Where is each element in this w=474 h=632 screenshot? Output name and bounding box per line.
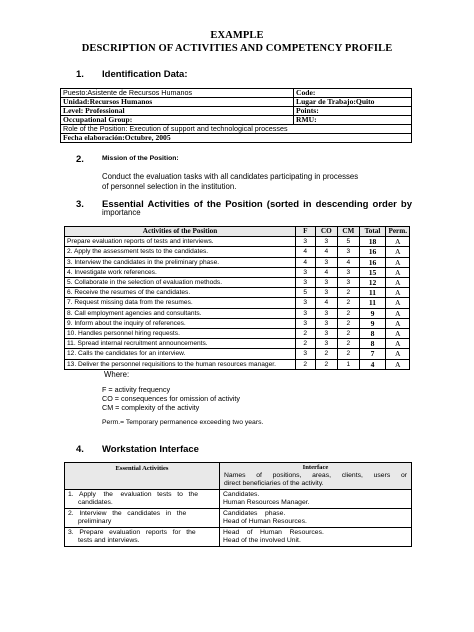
- activity-cell-total: 11: [359, 288, 386, 298]
- activity-cell-total: 18: [359, 237, 386, 247]
- activity-cell-perm: A: [386, 257, 410, 267]
- activity-cell-co: 3: [315, 257, 338, 267]
- activity-row: [65, 278, 410, 288]
- activity-cell-cm: 2: [338, 298, 359, 308]
- activity-cell-cm: 3: [338, 278, 359, 288]
- section-3-number: 3.: [76, 199, 84, 210]
- id-cell-position: Puesto:Asistente de Recursos Humanos: [61, 89, 294, 98]
- id-row: [61, 134, 412, 143]
- activity-cell-activity: 3. Interview the candidates in the preliminary phase.: [65, 257, 296, 267]
- activity-cell-f: 4: [296, 257, 315, 267]
- activity-cell-perm: A: [386, 329, 410, 339]
- ws-row: [65, 509, 412, 528]
- ws-interface-line: Candidates phase.: [223, 510, 286, 517]
- header-activity: Activities of the Position: [65, 227, 296, 237]
- activity-row: [65, 359, 410, 369]
- activity-cell-perm: A: [386, 267, 410, 277]
- activity-cell-co: 3: [315, 339, 338, 349]
- activity-cell-activity: 11. Spread internal recruitment announcements.: [65, 339, 296, 349]
- activity-cell-co: 3: [315, 308, 338, 318]
- activity-cell-activity: 8. Call employment agencies and consultants.: [65, 308, 296, 318]
- activity-cell-cm: 2: [338, 288, 359, 298]
- id-cell-occupational-group: Occupational Group:: [61, 116, 294, 125]
- activity-row: [65, 247, 410, 257]
- ws-interface-line: Head of Human Resources.: [223, 529, 324, 536]
- header-cm: CM: [338, 227, 359, 237]
- ws-activity-cell: [65, 490, 220, 509]
- header-total: Total: [359, 227, 386, 237]
- workstation-header-row: [65, 463, 412, 490]
- activity-cell-f: 3: [296, 278, 315, 288]
- activity-cell-activity: Prepare evaluation reports of tests and interviews.: [65, 237, 296, 247]
- ws-interface-line: Human Resources Manager.: [223, 499, 310, 506]
- section-1-number: 1.: [76, 69, 84, 80]
- activity-row: [65, 329, 410, 339]
- section-4-title: Workstation Interface: [102, 444, 199, 455]
- activity-cell-f: 3: [296, 298, 315, 308]
- id-cell-unit: Unidad:Recursos Humanos: [61, 98, 294, 107]
- activity-cell-activity: 7. Request missing data from the resumes.: [65, 298, 296, 308]
- activity-cell-perm: A: [386, 247, 410, 257]
- ws-header-interface-sub2: direct beneficiaries of the activity.: [224, 480, 324, 487]
- ws-header-interface: [220, 463, 412, 490]
- activity-cell-f: 3: [296, 267, 315, 277]
- activity-row: [65, 267, 410, 277]
- activity-cell-co: 3: [315, 278, 338, 288]
- activity-cell-perm: A: [386, 298, 410, 308]
- ws-interface-cell: [220, 490, 412, 509]
- activity-cell-cm: 2: [338, 349, 359, 359]
- id-cell-fecha: Fecha elaboración:Octubre, 2005: [61, 134, 412, 143]
- activity-row: [65, 288, 410, 298]
- id-cell-rmu: RMU:: [294, 116, 412, 125]
- activity-cell-co: 4: [315, 298, 338, 308]
- activity-cell-total: 15: [359, 267, 386, 277]
- ws-header-interface-title: Interface: [302, 464, 329, 471]
- activity-cell-co: 4: [315, 247, 338, 257]
- activity-cell-total: 9: [359, 308, 386, 318]
- activity-cell-co: 3: [315, 318, 338, 328]
- activity-cell-total: 4: [359, 359, 386, 369]
- activity-cell-total: 16: [359, 257, 386, 267]
- section-3-title: Essential Activities of the Position (sorted in descending order by: [102, 199, 412, 210]
- activity-cell-cm: 2: [338, 329, 359, 339]
- activity-cell-cm: 2: [338, 339, 359, 349]
- activity-row: [65, 349, 410, 359]
- ws-activity-line: 1. Apply the evaluation tests to the: [68, 491, 198, 498]
- ws-activity-cell: [65, 528, 220, 547]
- activity-cell-total: 8: [359, 329, 386, 339]
- activity-cell-perm: A: [386, 237, 410, 247]
- doc-title: EXAMPLE: [210, 30, 264, 41]
- activity-cell-perm: A: [386, 339, 410, 349]
- doc-subtitle: DESCRIPTION OF ACTIVITIES AND COMPETENCY PROFILE: [81, 43, 393, 54]
- activity-cell-activity: 12. Calls the candidates for an interview.: [65, 349, 296, 359]
- activity-row: [65, 298, 410, 308]
- ws-activity-line: candidates.: [78, 499, 113, 506]
- activity-cell-f: 3: [296, 237, 315, 247]
- ws-row: [65, 528, 412, 547]
- ws-interface-line: Candidates.: [223, 491, 260, 498]
- ws-activity-cell: [65, 509, 220, 528]
- activity-cell-total: 8: [359, 339, 386, 349]
- ws-interface-line: Head of Human Resources.: [223, 518, 307, 525]
- activity-cell-perm: A: [386, 278, 410, 288]
- ws-activity-line: tests and interviews.: [78, 537, 140, 544]
- activity-cell-cm: 3: [338, 267, 359, 277]
- legend-perm: Perm.= Temporary permanence exceeding two years.: [102, 419, 264, 426]
- section-4-number: 4.: [76, 444, 84, 455]
- activity-cell-f: 3: [296, 318, 315, 328]
- activity-cell-perm: A: [386, 288, 410, 298]
- workstation-table: [64, 462, 412, 547]
- id-cell-points: Points:: [294, 107, 412, 116]
- legend-f: F = activity frequency: [102, 385, 171, 394]
- activity-cell-activity: 5. Collaborate in the selection of evaluation methods.: [65, 278, 296, 288]
- activity-cell-f: 2: [296, 359, 315, 369]
- activity-cell-f: 5: [296, 288, 315, 298]
- legend-where: Where:: [104, 370, 130, 379]
- activity-cell-total: 9: [359, 318, 386, 328]
- activity-cell-cm: 5: [338, 237, 359, 247]
- activity-row: [65, 237, 410, 247]
- activity-cell-cm: 3: [338, 247, 359, 257]
- activity-row: [65, 308, 410, 318]
- ws-row: [65, 490, 412, 509]
- activity-cell-activity: 13. Deliver the personnel requisitions to the human resources manager.: [65, 359, 296, 369]
- activity-cell-activity: 6. Receive the resumes of the candidates.: [65, 288, 296, 298]
- ws-activity-line: preliminary: [78, 518, 112, 525]
- activity-cell-activity: 9. Inform about the inquiry of references.: [65, 318, 296, 328]
- id-cell-workplace: Lugar de Trabajo:Quito: [294, 98, 412, 107]
- ws-interface-cell: [220, 509, 412, 528]
- ws-header-interface-sub1: Names of positions, areas, clients, users or: [224, 472, 407, 479]
- activity-cell-f: 3: [296, 349, 315, 359]
- section-1-title: Identification Data:: [102, 69, 188, 80]
- ws-activity-line: 3. Prepare evaluation reports for the: [68, 529, 196, 536]
- activity-cell-activity: 2. Apply the assessment tests to the candidates.: [65, 247, 296, 257]
- header-co: CO: [315, 227, 338, 237]
- legend-co: CO = consequences for omission of activity: [102, 394, 241, 403]
- ws-interface-cell: [220, 528, 412, 547]
- header-perm: Perm.: [386, 227, 410, 237]
- activity-cell-activity: 4. Investigate work references.: [65, 267, 296, 277]
- identification-table: [60, 88, 412, 143]
- activity-cell-total: 7: [359, 349, 386, 359]
- id-cell-role: Role of the Position: Execution of support and technological processes: [61, 125, 412, 134]
- activity-cell-total: 12: [359, 278, 386, 288]
- activity-cell-perm: A: [386, 359, 410, 369]
- header-f: F: [296, 227, 315, 237]
- section-2-title: Mission of the Position:: [102, 155, 179, 162]
- activity-cell-perm: A: [386, 349, 410, 359]
- ws-header-activities: Essential Activities: [65, 463, 220, 490]
- activities-body: [65, 237, 410, 370]
- activities-table: [64, 226, 410, 370]
- activity-cell-f: 2: [296, 339, 315, 349]
- activity-cell-cm: 4: [338, 257, 359, 267]
- activity-cell-co: 2: [315, 349, 338, 359]
- ws-activity-line: 2. Interview the candidates in the: [68, 510, 187, 517]
- activity-row: [65, 318, 410, 328]
- activity-cell-co: 3: [315, 329, 338, 339]
- activity-row: [65, 257, 410, 267]
- activity-cell-f: 3: [296, 308, 315, 318]
- id-cell-level: Level: Professional: [61, 107, 294, 116]
- activity-cell-cm: 1: [338, 359, 359, 369]
- activity-row: [65, 339, 410, 349]
- activity-cell-perm: A: [386, 318, 410, 328]
- mission-line-2: of personnel selection in the institution.: [102, 182, 237, 191]
- activity-cell-f: 4: [296, 247, 315, 257]
- activity-cell-activity: 10. Handles personnel hiring requests.: [65, 329, 296, 339]
- id-cell-code: Code:: [294, 89, 412, 98]
- activity-cell-co: 2: [315, 359, 338, 369]
- section-2-number: 2.: [76, 154, 84, 165]
- activity-cell-perm: A: [386, 308, 410, 318]
- mission-line-1: Conduct the evaluation tasks with all candidates participating in processes: [102, 172, 359, 181]
- activity-cell-co: 3: [315, 288, 338, 298]
- ws-interface-line: Head of the involved Unit.: [223, 537, 301, 544]
- activity-cell-cm: 2: [338, 308, 359, 318]
- activity-cell-total: 16: [359, 247, 386, 257]
- activity-cell-co: 4: [315, 267, 338, 277]
- activity-cell-co: 3: [315, 237, 338, 247]
- section-3-title-cont: importance: [102, 208, 141, 217]
- activity-cell-f: 2: [296, 329, 315, 339]
- legend-cm: CM = complexity of the activity: [102, 403, 200, 412]
- activities-header-row: [65, 227, 410, 237]
- activity-cell-cm: 2: [338, 318, 359, 328]
- activity-cell-total: 11: [359, 298, 386, 308]
